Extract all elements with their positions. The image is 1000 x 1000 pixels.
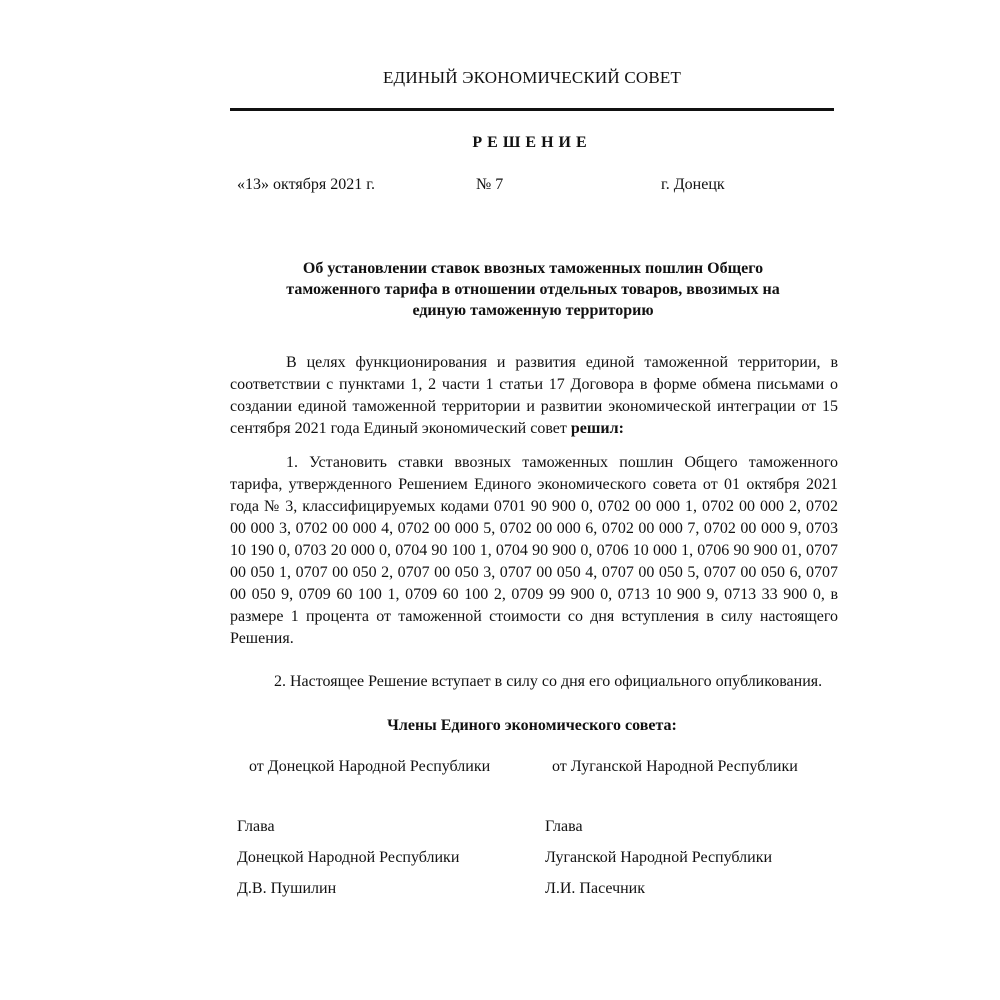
preamble-paragraph <box>230 352 838 440</box>
decision-number: № 7 <box>476 176 504 193</box>
document-type: РЕШЕНИЕ <box>472 134 592 151</box>
decision-title: Об установлении ставок ввозных таможенных пошлин Общего таможенного тарифа в отношении отдельных товаров, ввозимых на единую таможенную территорию <box>286 260 780 319</box>
signatory-region-right: Луганской Народной Республики <box>545 849 773 866</box>
decision-item-2: 2. Настоящее Решение вступает в силу со дня его официального опубликования. <box>274 673 823 690</box>
signatory-name-right: Л.И. Пасечник <box>545 880 646 897</box>
decision-word: решил: <box>570 420 624 437</box>
signatory-title-right: Глава <box>545 818 583 835</box>
member-from-left: от Донецкой Народной Республики <box>249 758 491 775</box>
header-divider <box>230 108 834 111</box>
decision-date: «13» октября 2021 г. <box>237 176 375 193</box>
signatory-title-left: Глава <box>237 818 275 835</box>
member-from-right: от Луганской Народной Республики <box>552 758 798 775</box>
decision-city: г. Донецк <box>661 176 725 193</box>
signatory-name-left: Д.В. Пушилин <box>237 880 337 897</box>
decision-item-1: 1. Установить ставки ввозных таможенных пошлин Общего таможенного тарифа, утвержденного Решением Единого экономического совета от 01 октября 2021 года № 3, классифицируемых кодами 0701 90 900 0, 0702 00 000 1, 0702 00 000 2, 0702 00 000 3, 0702 00 000 4, 0702 00 000 5, 0702 00 000 6, 0702 00 000 7, 0702 00 000 9, 0703 10 190 0, 0703 20 000 0, 0704 90 100 1, 0704 90 900 0, 0706 10 000 1, 0706 90 900 01, 0707 00 050 1, 0707 00 050 2, 0707 00 050 3, 0707 00 050 4, 0707 00 050 5, 0707 00 050 6, 0707 00 050 9, 0709 60 100 1, 0709 60 100 2, 0709 99 900 0, 0713 10 900 9, 0713 33 900 0, в размере 1 процента от таможенной стоимости со дня вступления в силу настоящего Решения. <box>230 454 838 647</box>
organization-name: ЕДИНЫЙ ЭКОНОМИЧЕСКИЙ СОВЕТ <box>382 68 682 87</box>
signatory-region-left: Донецкой Народной Республики <box>237 849 460 866</box>
members-heading: Члены Единого экономического совета: <box>387 717 677 734</box>
preamble-text: В целях функционирования и развития единой таможенной территории, в соответствии с пунктами 1, 2 части 1 статьи 17 Договора в форме обмена письмами о создании единой таможенной территории и развитии экономической интеграции от 15 сентября 2021 года Единый экономический совет <box>230 354 838 437</box>
